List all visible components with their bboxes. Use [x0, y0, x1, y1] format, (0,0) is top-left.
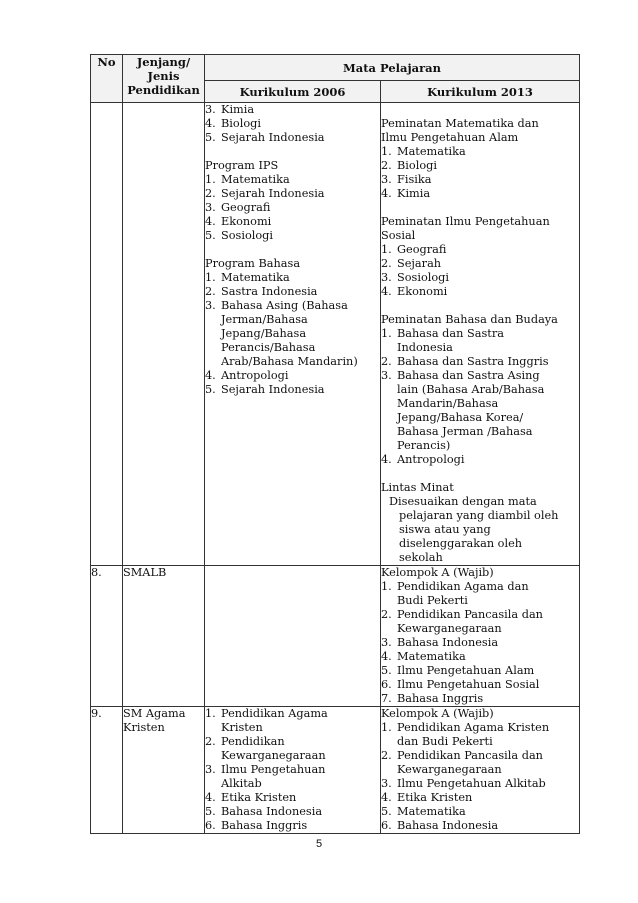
list-item-text: Antropologi [397, 453, 465, 466]
list-item [381, 594, 579, 608]
list-item [381, 327, 579, 341]
list-item [381, 425, 579, 439]
list-item-number [381, 397, 397, 411]
list-item-number [381, 622, 397, 636]
list-item-text: Sastra Indonesia [221, 285, 318, 298]
list-item [381, 650, 579, 664]
list-item-number [205, 721, 221, 735]
list-item [381, 777, 579, 791]
list-item-text: Pendidikan Pancasila dan [397, 749, 543, 762]
list-item-text: Bahasa Indonesia [397, 636, 499, 649]
list-item-text: lain (Bahasa Arab/Bahasa [397, 383, 545, 396]
list-item-number: 5. [205, 383, 216, 396]
header-jenjang-line3: Pendidikan [127, 83, 200, 97]
list-item [205, 327, 380, 341]
list-item-text: Mandarin/Bahasa [397, 397, 499, 410]
list-item-number: 4. [381, 791, 392, 804]
blank-line [381, 201, 579, 215]
list-item-number: 2. [381, 355, 392, 368]
list-item-number: 2. [381, 257, 392, 270]
cell-no-empty [91, 103, 123, 566]
list-item-number: 5. [205, 805, 216, 818]
list-item-number: 7. [381, 692, 392, 705]
list-item [381, 735, 579, 749]
list-item-number [205, 341, 221, 355]
list-item [381, 608, 579, 622]
list-item [205, 229, 380, 243]
list-item-number [381, 763, 397, 777]
cell-jenjang-sm-agama-kristen [123, 707, 205, 834]
group-heading: Sosial [381, 229, 416, 242]
list-item [381, 285, 579, 299]
blank-line [381, 103, 579, 117]
list-item [205, 805, 380, 819]
list-item-text: Sejarah Indonesia [221, 187, 325, 200]
list-item-number: 4. [381, 187, 392, 200]
list-item-number: 3. [381, 173, 392, 186]
list-item [205, 355, 380, 369]
list-item-text: Kewarganegaraan [397, 622, 502, 635]
list-item-number: 4. [381, 453, 392, 466]
list-item-number: 6. [381, 678, 392, 691]
list-item-text: Pendidikan [221, 735, 285, 748]
list-item [381, 721, 579, 735]
list-item [205, 777, 380, 791]
list-item [381, 664, 579, 678]
list-item [381, 243, 579, 257]
list-item-number: 4. [381, 650, 392, 663]
list-item-text: Pendidikan Agama dan [397, 580, 529, 593]
list-item [205, 341, 380, 355]
list-item-number: 2. [205, 187, 216, 200]
group-heading: Lintas Minat [381, 481, 454, 494]
note-text: Disesuaikan dengan mata [389, 495, 537, 508]
header-jenjang-line2: Jenis [147, 69, 180, 83]
list-item-number: 1. [205, 173, 216, 186]
list-item-text: Bahasa dan Sastra Inggris [397, 355, 549, 368]
list-item-text: Sejarah Indonesia [221, 383, 325, 396]
list-item-number: 1. [381, 327, 392, 340]
list-item [381, 173, 579, 187]
cell-k2006-smalb-empty [205, 566, 381, 707]
list-item [205, 131, 380, 145]
list-item [381, 580, 579, 594]
list-item-text: Pendidikan Agama [221, 707, 328, 720]
list-item-number: 2. [381, 159, 392, 172]
group-heading: Kelompok A (Wajib) [381, 566, 494, 579]
cell-jenjang-smalb: SMALB [123, 566, 205, 707]
list-item-text: Ilmu Pengetahuan Sosial [397, 678, 540, 691]
list-item [381, 187, 579, 201]
list-item [205, 103, 380, 117]
list-item [381, 692, 579, 706]
list-item-number [205, 355, 221, 369]
list-item [381, 439, 579, 453]
header-jenjang [123, 55, 205, 103]
list-item [205, 383, 380, 397]
list-item [205, 285, 380, 299]
note-text: diselenggarakan oleh [399, 537, 523, 550]
group-heading: Program IPS [205, 159, 279, 172]
list-item-number [381, 341, 397, 355]
cell-no-9: 9. [91, 707, 123, 834]
list-item [381, 257, 579, 271]
list-item-number [381, 439, 397, 453]
list-item-text: Geografi [221, 201, 271, 214]
list-item-text: Bahasa Indonesia [397, 819, 499, 832]
group-heading: Peminatan Matematika dan [381, 117, 539, 130]
list-item-text: Bahasa Asing (Bahasa [221, 299, 348, 312]
list-item-text: Etika Kristen [221, 791, 297, 804]
list-item-number: 3. [205, 103, 216, 116]
list-item-text: Ilmu Pengetahuan Alam [397, 664, 535, 677]
blank-line [381, 299, 579, 313]
list-item [381, 819, 579, 833]
cell-k2013-sm-agama-kristen [381, 707, 580, 834]
list-item-number: 1. [381, 580, 392, 593]
list-item-text: Kimia [397, 187, 431, 200]
list-item-text: Indonesia [397, 341, 453, 354]
list-item-number: 3. [205, 299, 216, 312]
list-item-number: 1. [205, 707, 216, 720]
list-item-text: Jepang/Bahasa Korea/ [397, 411, 524, 424]
list-item-number: 4. [205, 369, 216, 382]
table-row-8 [91, 566, 580, 707]
list-item-text: Biologi [221, 117, 261, 130]
table-row-9 [91, 707, 580, 834]
list-item-number: 5. [381, 805, 392, 818]
list-item-text: Ekonomi [397, 285, 448, 298]
list-item [205, 819, 380, 833]
list-item [381, 271, 579, 285]
list-item-number [381, 594, 397, 608]
list-item [205, 117, 380, 131]
list-item [205, 215, 380, 229]
list-item [205, 763, 380, 777]
list-item-number: 6. [381, 819, 392, 832]
blank-line [205, 145, 380, 159]
jenjang-line1: SM Agama [123, 707, 186, 720]
list-item [205, 201, 380, 215]
list-item-text: Sosiologi [397, 271, 450, 284]
list-item-text: Bahasa dan Sastra Asing [397, 369, 540, 382]
group-heading: Program Bahasa [205, 257, 301, 270]
group-heading: Ilmu Pengetahuan Alam [381, 131, 519, 144]
cell-k2006-continued [205, 103, 381, 566]
list-item-text: Kewarganegaraan [397, 763, 502, 776]
group-heading: Peminatan Bahasa dan Budaya [381, 313, 558, 326]
table-row-continued [91, 103, 580, 566]
note-text: siswa atau yang [399, 523, 491, 536]
list-item-number [205, 327, 221, 341]
list-item-number: 6. [205, 819, 216, 832]
list-item [205, 791, 380, 805]
list-item-text: Matematika [397, 805, 466, 818]
list-item-number [381, 411, 397, 425]
list-item-text: Ekonomi [221, 215, 272, 228]
list-item-number [381, 425, 397, 439]
header-kurikulum-2006: Kurikulum 2006 [205, 81, 381, 103]
list-item [381, 678, 579, 692]
list-item-number [205, 749, 221, 763]
list-item-number: 3. [205, 763, 216, 776]
list-item-text: Matematika [221, 271, 290, 284]
list-item-number: 5. [205, 131, 216, 144]
list-item-text: Ilmu Pengetahuan Alkitab [397, 777, 546, 790]
page-number: 5 [315, 838, 323, 850]
list-item [381, 636, 579, 650]
header-jenjang-line1: Jenjang/ [136, 55, 191, 69]
cell-k2006-sm-agama-kristen [205, 707, 381, 834]
list-item-number: 4. [205, 791, 216, 804]
list-item-text: Fisika [397, 173, 432, 186]
list-item [381, 622, 579, 636]
list-item [381, 341, 579, 355]
list-item-text: Pendidikan Pancasila dan [397, 608, 543, 621]
cell-jenjang-empty [123, 103, 205, 566]
list-item-number: 2. [381, 749, 392, 762]
list-item [381, 145, 579, 159]
list-item [205, 173, 380, 187]
list-item-text: Kimia [221, 103, 255, 116]
list-item-number: 1. [381, 243, 392, 256]
list-item-text: Pendidikan Agama Kristen [397, 721, 550, 734]
list-item [381, 805, 579, 819]
list-item [205, 735, 380, 749]
list-item-text: Perancis/Bahasa [221, 341, 316, 354]
cell-k2013-continued [381, 103, 580, 566]
note-text: sekolah [399, 551, 443, 564]
list-item-text: Bahasa Inggris [221, 819, 308, 832]
list-item-number: 3. [381, 271, 392, 284]
list-item-text: Bahasa dan Sastra [397, 327, 504, 340]
list-item-number: 1. [381, 721, 392, 734]
list-item-number: 4. [381, 285, 392, 298]
list-item-text: Sejarah Indonesia [221, 131, 325, 144]
list-item-number [205, 777, 221, 791]
list-item [381, 763, 579, 777]
list-item [205, 313, 380, 327]
list-item-number [381, 383, 397, 397]
list-item [381, 383, 579, 397]
list-item-text: Bahasa Inggris [397, 692, 484, 705]
header-no: No [91, 55, 123, 103]
list-item-text: Matematika [221, 173, 290, 186]
curriculum-table [90, 54, 580, 834]
list-item [381, 453, 579, 467]
list-item-number: 3. [205, 201, 216, 214]
group-heading: Kelompok A (Wajib) [381, 707, 494, 720]
list-item-text: Sejarah [397, 257, 442, 270]
list-item-text: Geografi [397, 243, 447, 256]
list-item-number: 1. [381, 145, 392, 158]
list-item-text: Matematika [397, 650, 466, 663]
note-text: pelajaran yang diambil oleh [399, 509, 559, 522]
list-item [381, 355, 579, 369]
blank-line [381, 467, 579, 481]
list-item [381, 397, 579, 411]
blank-line [205, 243, 380, 257]
list-item-number: 3. [381, 636, 392, 649]
list-item [205, 187, 380, 201]
list-item-text: Kristen [221, 721, 263, 734]
list-item-number: 3. [381, 777, 392, 790]
list-item-text: Sosiologi [221, 229, 274, 242]
list-item [381, 749, 579, 763]
list-item [205, 707, 380, 721]
list-item [381, 791, 579, 805]
list-item-number: 2. [381, 608, 392, 621]
list-item [205, 369, 380, 383]
list-item-number: 4. [205, 215, 216, 228]
list-item-text: Budi Pekerti [397, 594, 468, 607]
list-item-number: 4. [205, 117, 216, 130]
cell-no-8: 8. [91, 566, 123, 707]
list-item-text: Jepang/Bahasa [221, 327, 307, 340]
list-item-text: Biologi [397, 159, 437, 172]
group-heading: Peminatan Ilmu Pengetahuan [381, 215, 550, 228]
list-item-number: 3. [381, 369, 392, 382]
list-item-text: Matematika [397, 145, 466, 158]
list-item-text: Antropologi [221, 369, 289, 382]
list-item-number: 5. [205, 229, 216, 242]
header-kurikulum-2013: Kurikulum 2013 [381, 81, 580, 103]
list-item [381, 411, 579, 425]
list-item-number: 2. [205, 735, 216, 748]
list-item [381, 159, 579, 173]
cell-k2013-smalb [381, 566, 580, 707]
header-mata-pelajaran: Mata Pelajaran [205, 55, 580, 81]
list-item-number [205, 313, 221, 327]
jenjang-line2: Kristen [123, 721, 165, 734]
list-item-number: 5. [381, 664, 392, 677]
list-item-text: Kewarganegaraan [221, 749, 326, 762]
list-item-text: dan Budi Pekerti [397, 735, 493, 748]
list-item-text: Perancis) [397, 439, 451, 452]
list-item [205, 721, 380, 735]
list-item-text: Ilmu Pengetahuan [221, 763, 326, 776]
list-item-text: Etika Kristen [397, 791, 473, 804]
list-item-number [381, 735, 397, 749]
list-item [381, 369, 579, 383]
list-item-text: Jerman/Bahasa [221, 313, 308, 326]
list-item [205, 299, 380, 313]
list-item-number: 1. [205, 271, 216, 284]
list-item [205, 271, 380, 285]
list-item-text: Bahasa Jerman /Bahasa [397, 425, 533, 438]
list-item-text: Arab/Bahasa Mandarin) [221, 355, 358, 368]
list-item [205, 749, 380, 763]
list-item-number: 2. [205, 285, 216, 298]
list-item-text: Bahasa Indonesia [221, 805, 323, 818]
list-item-text: Alkitab [221, 777, 262, 790]
